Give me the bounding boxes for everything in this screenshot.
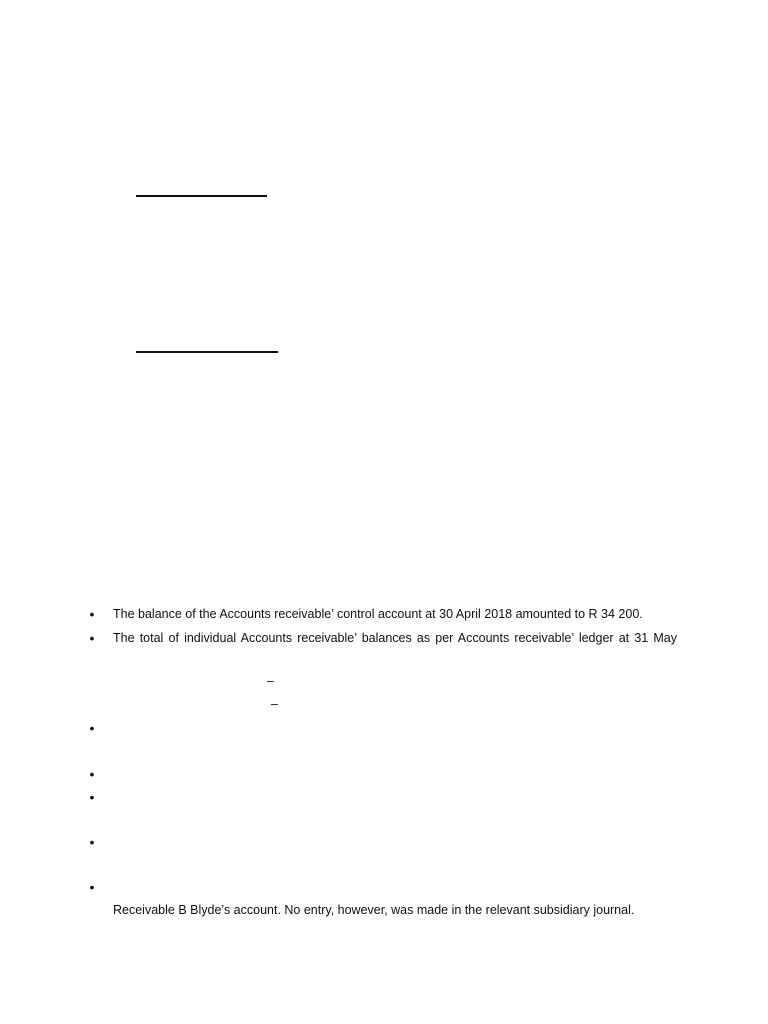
dash-mark-2: – [271, 697, 278, 711]
bullet-marker-7: • [89, 879, 95, 895]
bullet-marker-3: • [89, 720, 95, 736]
bullet-marker-1: • [89, 606, 95, 622]
bullet-text-2: The total of individual Accounts receivable’ balances as per Accounts receivable’ ledger at 31 May [113, 631, 677, 645]
bullet-marker-5: • [89, 789, 95, 805]
bullet-text-1: The balance of the Accounts receivable’ control account at 30 April 2018 amounted to R 34 200. [113, 607, 643, 621]
dash-mark-1: – [267, 674, 274, 688]
heading-underline-1 [136, 195, 267, 197]
continuation-text: Receivable B Blyde’s account. No entry, however, was made in the relevant subsidiary journal. [113, 903, 635, 917]
bullet-marker-4: • [89, 766, 95, 782]
heading-underline-2 [136, 351, 278, 353]
bullet-marker-2: • [89, 630, 95, 646]
bullet-marker-6: • [89, 834, 95, 850]
